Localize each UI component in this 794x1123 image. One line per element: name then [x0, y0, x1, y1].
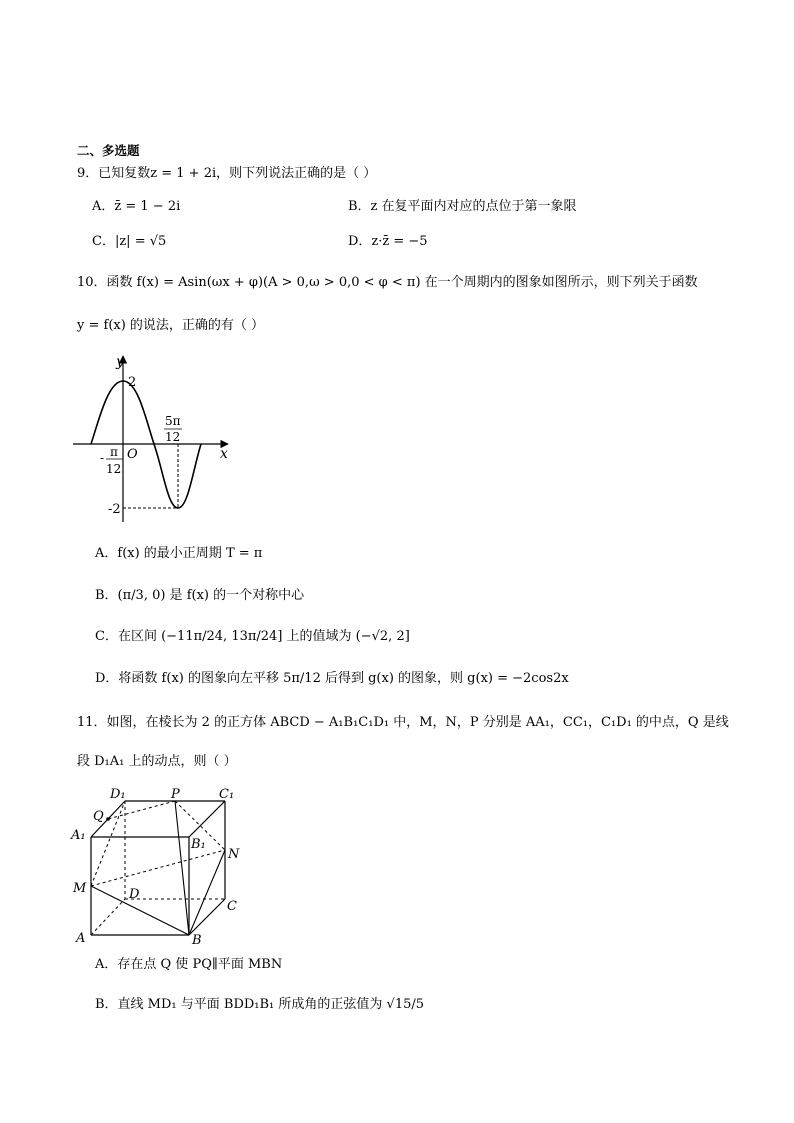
q10-option-a: A．f(x) 的最小正周期 T = π — [95, 546, 263, 561]
q9-option-c: C．|z| = √5 — [92, 234, 167, 249]
sine-graph — [68, 350, 240, 530]
min-label: -2 — [108, 502, 121, 517]
left-tick-den: 12 — [106, 462, 122, 476]
label-b1: B₁ — [191, 837, 206, 852]
label-d: D — [129, 887, 140, 902]
q10-stem-line2: y = f(x) 的说法，正确的有（ ） — [77, 318, 265, 333]
label-m: M — [73, 881, 87, 896]
label-p: P — [171, 787, 180, 802]
label-d1: D₁ — [110, 787, 126, 802]
q9-option-a: A．z̄ = 1 − 2i — [92, 199, 181, 214]
origin-label: O — [127, 447, 138, 462]
left-tick-sign: - — [100, 451, 105, 465]
q9-stem: 9．已知复数z = 1 + 2i，则下列说法正确的是（ ） — [77, 166, 377, 181]
max-label: 2 — [128, 375, 137, 390]
q11-option-a: A．存在点 Q 使 PQ∥平面 MBN — [95, 957, 283, 972]
label-c: C — [227, 899, 237, 914]
label-b: B — [192, 933, 202, 948]
label-a1: A₁ — [71, 828, 86, 843]
label-n: N — [228, 847, 240, 862]
right-tick-num: 5π — [165, 414, 181, 428]
section-title: 二、多选题 — [77, 143, 140, 158]
q10-option-c: C．在区间 (−11π/24, 13π/24] 上的值域为 (−√2, 2] — [95, 629, 410, 644]
label-a: A — [76, 931, 86, 946]
q11-stem-line1: 11．如图，在棱长为 2 的正方体 ABCD − A₁B₁C₁D₁ 中，M，N，P 分别是 AA₁，CC₁，C₁D₁ 的中点，Q 是线 — [77, 715, 729, 730]
y-axis-label: y — [116, 354, 124, 370]
q11-stem-line2: 段 D₁A₁ 上的动点，则（ ） — [77, 754, 237, 769]
q10-option-d: D．将函数 f(x) 的图象向左平移 5π/12 后得到 g(x) 的图象，则 g(x) = −2cos2x — [95, 671, 569, 686]
x-axis-label: x — [220, 446, 228, 462]
q9-option-d: D．z·z̄ = −5 — [348, 234, 428, 249]
right-tick-den: 12 — [165, 430, 181, 444]
q11-option-b: B．直线 MD₁ 与平面 BDD₁B₁ 所成角的正弦值为 √15/5 — [95, 997, 425, 1012]
label-q: Q — [93, 809, 104, 824]
q9-option-b: B．z 在复平面内对应的点位于第一象限 — [348, 199, 577, 214]
cube-figure — [66, 786, 252, 948]
label-c1: C₁ — [219, 787, 235, 802]
q10-stem-line1: 10．函数 f(x) = Asin(ωx + φ)(A > 0,ω > 0,0 < φ < π) 在一个周期内的图象如图所示，则下列关于函数 — [77, 275, 698, 290]
q10-option-b: B．(π/3, 0) 是 f(x) 的一个对称中心 — [95, 588, 305, 603]
left-tick-num: π — [110, 445, 118, 459]
